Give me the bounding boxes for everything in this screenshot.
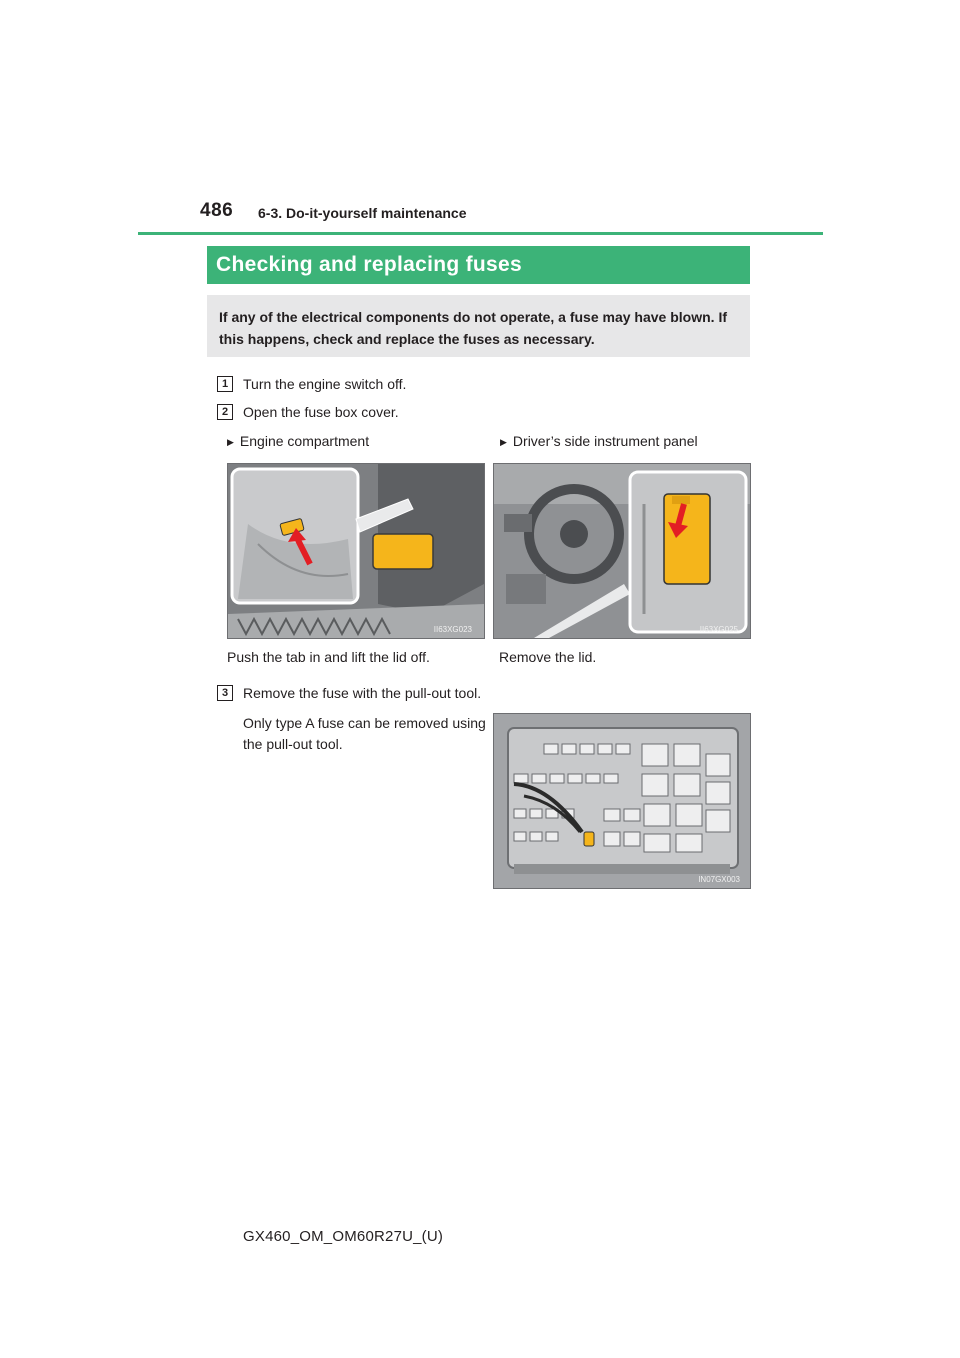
page-number: 486 bbox=[200, 200, 234, 221]
footer-code: GX460_OM_OM60R27U_(U) bbox=[243, 1228, 444, 1245]
section-label: 6-3. Do-it-yourself maintenance bbox=[258, 205, 467, 221]
bullet-label: Driver’s side instrument panel bbox=[512, 433, 698, 449]
fuse-box-illustration bbox=[494, 714, 750, 888]
step-text-1: Turn the engine switch off. bbox=[243, 376, 407, 392]
step-text-3: Remove the fuse with the pull-out tool. bbox=[243, 685, 482, 701]
step-number-2: 2 bbox=[217, 404, 233, 420]
engine-compartment-photo bbox=[227, 463, 485, 639]
photo-code: II63XG025 bbox=[699, 625, 738, 634]
bullet-label: Engine compartment bbox=[239, 433, 370, 449]
caption-instrument-panel: Remove the lid. bbox=[499, 649, 597, 665]
fuse-box-photo bbox=[493, 713, 751, 889]
engine-compartment-illustration bbox=[228, 464, 484, 638]
step-number-1: 1 bbox=[217, 376, 233, 392]
bullet-instrument-panel bbox=[500, 432, 698, 451]
triangle-bullet-icon: ▶ bbox=[500, 437, 507, 447]
step-number-3: 3 bbox=[217, 685, 233, 701]
page-title: Checking and replacing fuses bbox=[216, 253, 522, 276]
title-bar bbox=[207, 246, 750, 284]
instrument-panel-illustration bbox=[494, 464, 750, 638]
caption-engine-compartment: Push the tab in and lift the lid off. bbox=[227, 649, 430, 665]
step3-note: Only type A fuse can be removed using the pull-out tool. bbox=[243, 715, 486, 752]
step-text-2: Open the fuse box cover. bbox=[243, 404, 399, 420]
instrument-panel-photo bbox=[493, 463, 751, 639]
header-rule bbox=[138, 232, 823, 235]
photo-code: IN07GX003 bbox=[698, 875, 740, 884]
photo-code: II63XG023 bbox=[433, 625, 472, 634]
intro-text: If any of the electrical components do not operate, a fuse may have blown. If this happens, check and replace the fuses as necessary. bbox=[219, 309, 727, 347]
bullet-engine-compartment bbox=[227, 432, 369, 451]
triangle-bullet-icon: ▶ bbox=[227, 437, 234, 447]
intro-box bbox=[207, 295, 750, 357]
